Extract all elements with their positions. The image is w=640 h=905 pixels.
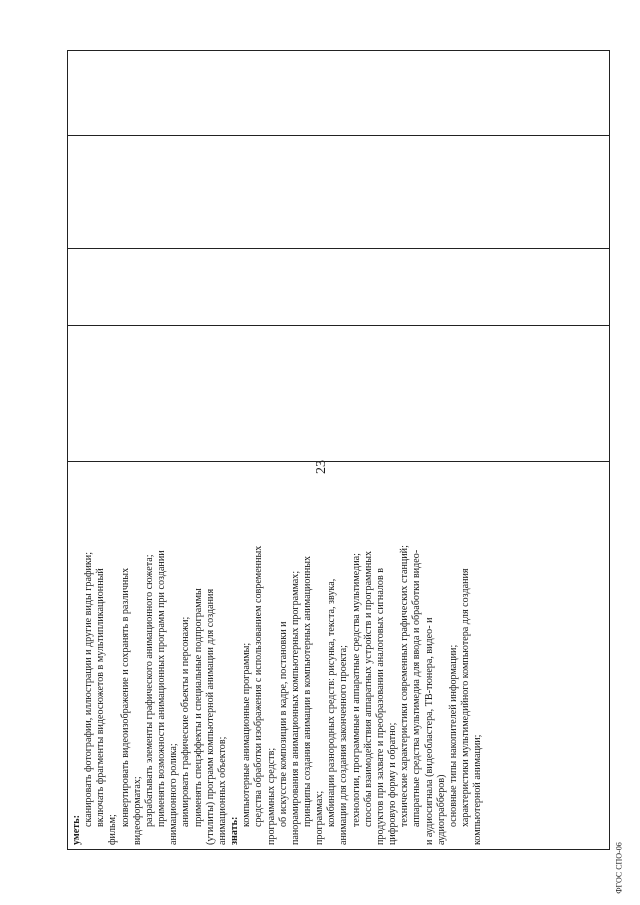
section-heading: уметь:	[71, 815, 82, 845]
text-line: анимировать графические объекты и персонажи;	[180, 616, 192, 827]
text-line: средства обработки изображения с использованием современных	[253, 545, 265, 827]
text-line: анимационного ролика;	[168, 743, 180, 845]
text-line: принципы создания анимации в компьютерных анимационных	[301, 555, 313, 827]
text-line: компьютерной анимации;	[472, 734, 484, 845]
text-line: сканировать фотографии, иллюстрации и другие виды графики;	[83, 551, 95, 827]
competency-cell	[68, 461, 611, 851]
text-line: применять спецэффекты и специальные подпрограммы	[192, 588, 204, 827]
text-line: продуктов при захвате и преобразовании аналоговых сигналов в	[374, 567, 386, 845]
text-line: включать фрагменты видеосюжетов в мультипликационный	[95, 568, 107, 827]
text-line: анимационных объектов;	[216, 736, 228, 845]
text-line: панорамирования в анимационных компьютерных программах;	[289, 570, 301, 845]
text-line: технологии, программные и аппаратные средства мультимедиа;	[350, 553, 362, 827]
row-divider	[68, 248, 609, 249]
text-line: (утилиты) программ компьютерной анимации для создания	[204, 588, 216, 845]
text-line: анимации для создания законченного проекта;	[338, 645, 350, 845]
text-line: видеоформатах;	[131, 776, 143, 845]
page-number: 23	[314, 460, 329, 474]
text-line: применять возможности анимационных программ при создании	[156, 550, 168, 827]
text-line: аппаратные средства мультимедиа для ввода и обработки видео-	[411, 549, 423, 827]
text-line: программных средств;	[265, 747, 277, 845]
text-line: характеристики мультимедийного компьютера для создания	[460, 568, 471, 827]
text-line: способы взаимодействия аппаратных устройств и программных	[362, 550, 374, 827]
text-line: комбинации разнородных средств: рисунка, текста, звука,	[326, 578, 338, 827]
text-line: компьютерные анимационные программы;	[241, 642, 253, 827]
row-divider	[68, 325, 609, 326]
footer-code: ФГОС СПО-06	[614, 842, 624, 894]
row-divider	[68, 135, 609, 136]
text-line: основные типы накопителей информации;	[447, 644, 459, 827]
text-line: фильм;	[107, 814, 119, 845]
text-line: об искусстве композиции в кадре, постановки и	[277, 621, 289, 827]
text-line: аудиограбберов)	[435, 774, 447, 845]
text-line: конвертировать видеоизображение и сохранять в различных	[119, 567, 131, 827]
text-line: цифровую форму и обратно;	[387, 722, 399, 845]
text-line: технические характеристики современных графических станций;	[399, 545, 411, 827]
competency-text	[68, 463, 611, 851]
text-line: программах;	[314, 790, 326, 845]
section-heading: знать:	[229, 816, 241, 845]
document-table	[67, 50, 610, 850]
text-line: и аудиосигнала (видеобластера, ТВ-тюнера, видео- и	[423, 617, 435, 845]
text-line: разрабатывать элементы графического анимационного сюжета;	[143, 554, 155, 827]
